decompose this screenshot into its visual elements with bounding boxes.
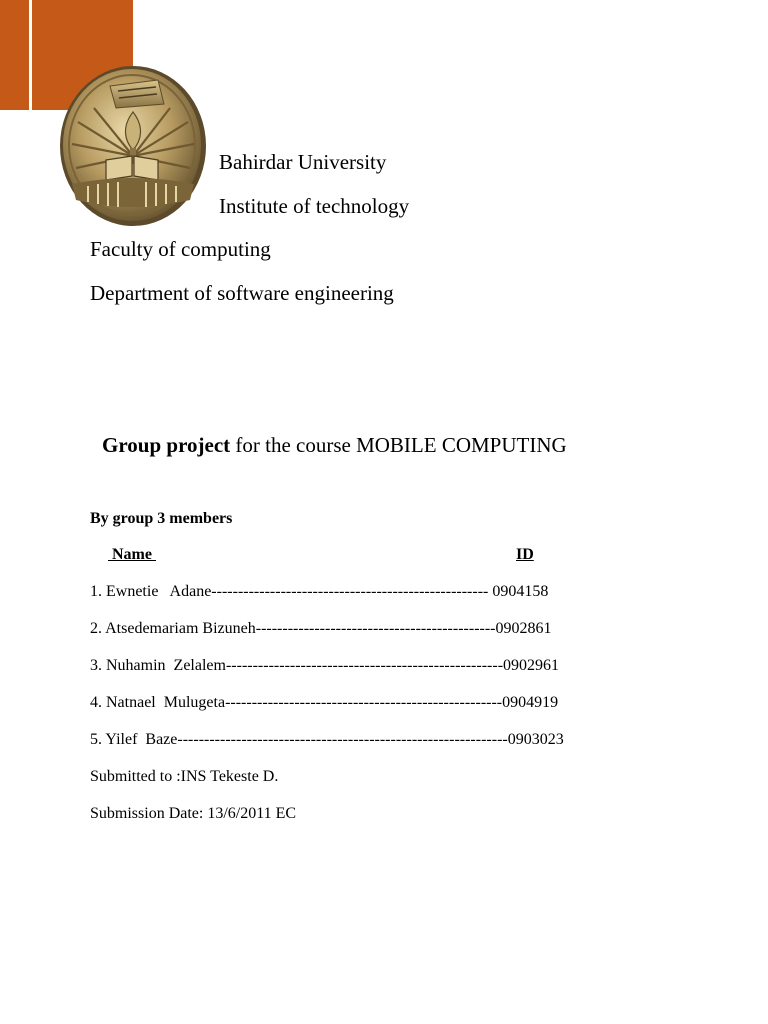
- project-title: [102, 433, 567, 458]
- id-column-header: ID: [516, 546, 534, 563]
- department-name: Department of software engineering: [90, 281, 394, 305]
- member-row: 2. Atsedemariam Bizuneh---------------------------------------------0902861: [90, 620, 552, 637]
- project-title-bold: Group project: [102, 433, 231, 457]
- submitted-to: Submitted to :INS Tekeste D.: [90, 768, 279, 785]
- member-row: 3. Nuhamin Zelalem----------------------------------------------------0902961: [90, 657, 560, 674]
- submission-date: Submission Date: 13/6/2011 EC: [90, 805, 297, 822]
- faculty-name: Faculty of computing: [90, 237, 271, 261]
- group-heading: By group 3 members: [90, 510, 233, 527]
- corner-accent-bar: [0, 0, 29, 110]
- university-seal-logo: [58, 64, 208, 228]
- member-row: 1. Ewnetie Adane---------------------------------------------------- 0904158: [90, 583, 549, 600]
- member-row: 5. Yilef Baze--------------------------------------------------------------0903023: [90, 731, 564, 748]
- university-name: Bahirdar University: [219, 150, 387, 174]
- project-title-rest: for the course MOBILE COMPUTING: [230, 433, 567, 457]
- institute-name: Institute of technology: [219, 194, 410, 218]
- member-row: 4. Natnael Mulugeta----------------------------------------------------0904919: [90, 694, 559, 711]
- name-column-header: Name: [108, 546, 156, 563]
